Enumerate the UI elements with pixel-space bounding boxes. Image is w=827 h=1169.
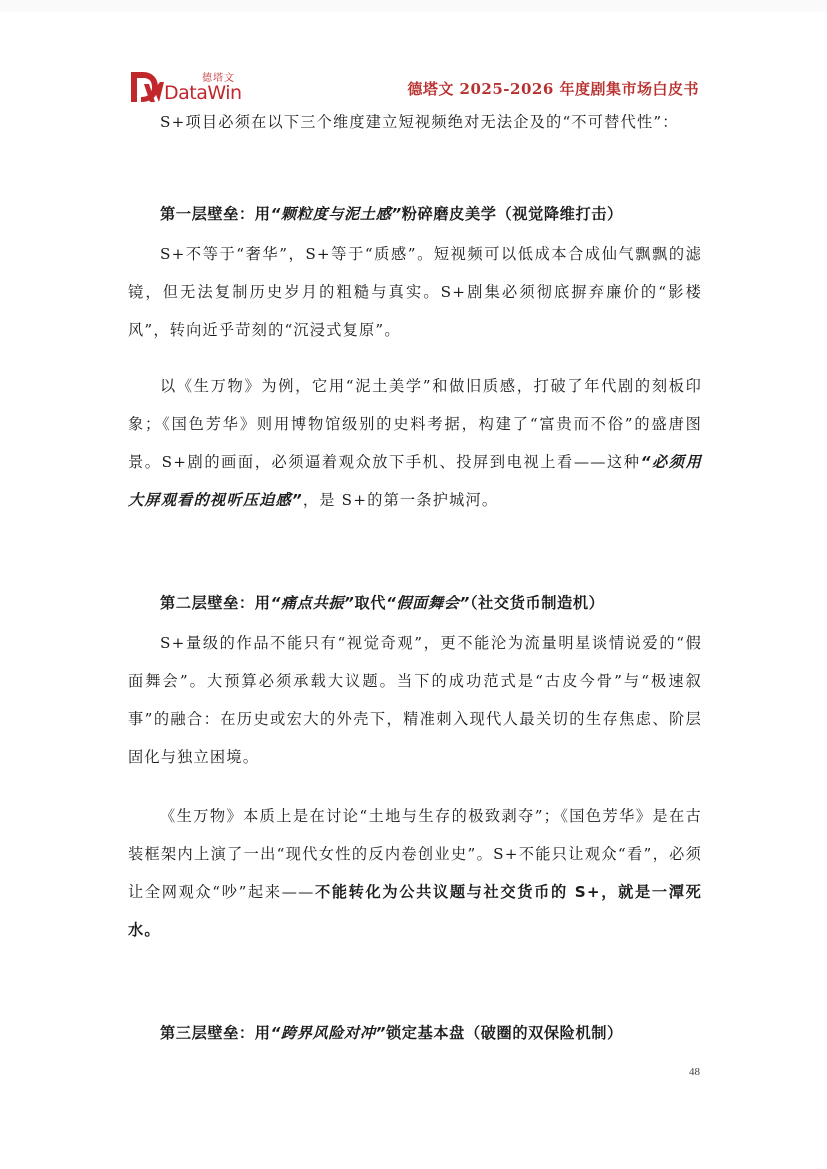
top-strip [0,0,827,12]
section2-p2-text: 《生万物》本质上是在讨论“土地与生存的极致剥夺”；《国色芳华》是在古装框架内上演了一出“现代女性的反内卷创业史”。S+不能只让观众“看”，必须让全网观众“吵”起来—— [128,807,702,901]
section1-p2-emphasis: “必须用大屏观看的视听压迫感” [128,453,702,509]
report-title: 德塔文 2025-2026 年度剧集市场白皮书 [407,80,699,98]
section1-heading-part-c: 粉碎磨皮美学（视觉降维打击） [401,205,623,223]
intro-paragraph: S+项目必须在以下三个维度建立短视频绝对无法企及的“不可替代性”： [160,113,679,131]
section2-heading-emphasis-2: “假面舞会” [386,594,470,612]
section1-paragraph-1: S+不等于“奢华”，S+等于“质感”。短视频可以低成本合成仙气飘飘的滤镜，但无法复制历史岁月的粗糙与真实。S+剧集必须彻底摒弃廉价的“影楼风”，转向近乎苛刻的“沉浸式复原”。 [128,245,702,339]
section1-heading-emphasis: “颗粒度与泥土感” [270,205,402,223]
section1-p2-text: 以《生万物》为例，它用“泥土美学”和做旧质感，打破了年代剧的刻板印象；《国色芳华》则用博物馆级别的史料考据，构建了“富贵而不俗”的盛唐图景。S+剧的画面，必须逼着观众放下手机、投屏到电视上看——这种 [128,377,702,471]
section2-paragraph-2 [128,797,702,949]
section2-heading-emphasis-1: “痛点共振” [270,594,355,612]
logo-english-text: DataWin [164,82,242,104]
section2-heading-part-c: 取代 [354,594,387,612]
section1-heading-part-a: 第一层壁垒：用 [160,205,271,223]
page-number: 48 [689,1066,700,1078]
section3-heading-part-c: 锁定基本盘（破圈的双保险机制） [386,1024,623,1042]
section1-p2-text-end: ，是 S+的第一条护城河。 [302,491,499,509]
section2-heading-part-a: 第二层壁垒：用 [160,594,271,612]
datawin-logo [128,66,268,106]
section2-p2-emphasis: 不能转化为公共议题与社交货币的 S+，就是一潭死水。 [128,883,702,939]
section2-paragraph-1: S+量级的作品不能只有“视觉奇观”，更不能沦为流量明星谈情说爱的“假面舞会”。大预算必须承载大议题。当下的成功范式是“古皮今骨”与“极速叙事”的融合：在历史或宏大的外壳下，精准刺入现代人最关切的生存焦虑、阶层固化与独立困境。 [128,634,702,766]
logo-chinese-text: 德塔文 [202,73,235,84]
section2-heading-part-e: （社交货币制造机） [469,594,605,612]
section3-heading [160,1022,623,1043]
section3-heading-emphasis: “跨界风险对冲” [270,1024,387,1042]
section1-heading [160,203,623,224]
section2-heading [160,592,604,613]
datawin-logo-icon [128,68,166,104]
section3-heading-part-a: 第三层壁垒：用 [160,1024,271,1042]
section1-paragraph-2 [128,367,702,519]
